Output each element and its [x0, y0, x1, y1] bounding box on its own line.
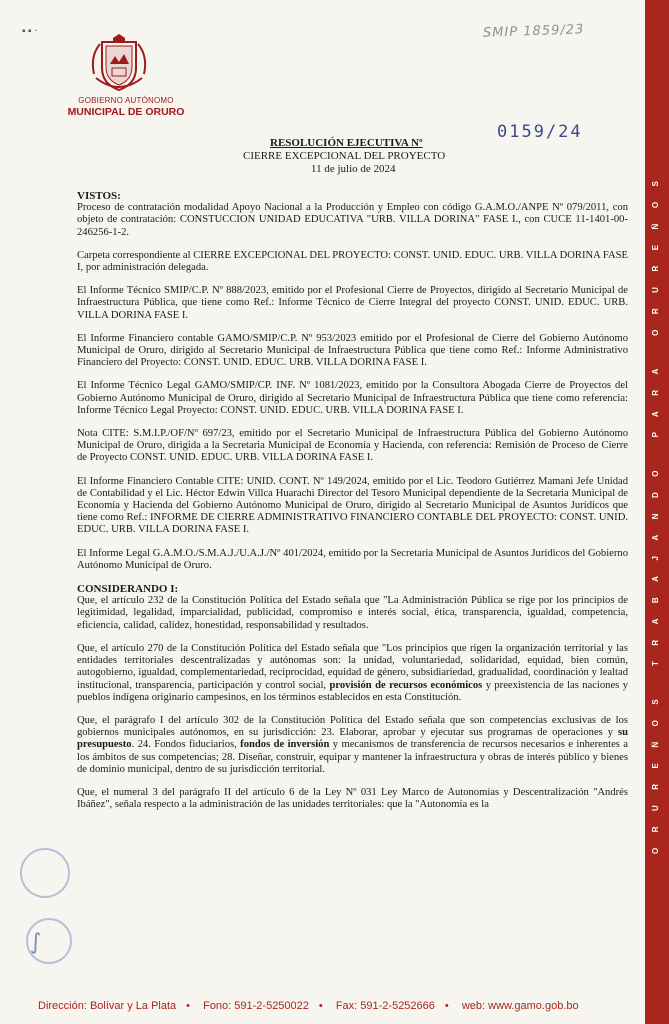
handwritten-initial-signature: ∫ [30, 930, 42, 955]
vistos-heading: VISTOS: [77, 190, 121, 202]
considerando-paragraph-2: Que, el artículo 270 de la Constitución Política del Estado señala que "Los principios que rigen la organización territorial y las entidades territoriales descentralizadas y autónomas son: la unidad, voluntariedad, solidaridad, equidad, bien común, autogobierno, igualdad, complementariedad, reciprocidad, equidad de género, subsidiariedad, gradualidad, coordinación y lealtad institucional, transparencia, participación y control social, provisión de recursos económicos y preexistencia de las naciones y pueblos indígena originario campesinos, en los términos establecidos en esta Constitución. [77, 642, 628, 703]
document-body [77, 190, 628, 822]
resolution-number-stamp: 0159/24 [497, 122, 583, 142]
vistos-paragraph: El Informe Financiero Contable CITE: UNID. CONT. Nº 149/2024, emitido por el Lic. Teodoro Gutiérrez Mamani Jefe Unidad de Contabilidad y el Lic. Héctor Edwin Villca Huarachi Director del Tesoro Municipal dependiente de la Secretaria Municipal de Economía y Hacienda del Gobierno Autónomo Municipal de Oruro, dirigido al Secretario Municipal de Asuntos Jurídicos que tiene como Ref.: INFORME DE CIERRE ADMINISTRATIVO FINANCIERO CONTABLE DEL PROYECTO: CONST. UNID. EDUC. URB. VILLA DORINA FASE I. [77, 475, 628, 536]
footer-phone: Fono: 591-2-5250022 [203, 1000, 309, 1012]
org-name-line2: MUNICIPAL DE ORURO [67, 106, 185, 118]
resolution-subject: CIERRE EXCEPCIONAL DEL PROYECTO [243, 150, 446, 162]
vistos-paragraph: El Informe Técnico SMIP/C.P. Nº 888/2023, emitido por el Profesional Cierre de Proyectos, dirigido al Secretario Municipal de Infraestructura Pública, que tiene como Ref.: Informe Técnico de Cierre Integral del proyecto CONST. UNID. EDUC. URB. VILLA DORINA FASE I. [77, 285, 628, 321]
considerando-paragraph-1: Que, el artículo 232 de la Constitución Política del Estado señala que "La Administración Pública se rige por los principios de legitimidad, legalidad, imparcialidad, publicidad, compromiso e interés social, ética, transparencia, igualdad, competencia, eficiencia, calidad, calidez, honestidad, responsabilidad y resultados. [77, 595, 628, 631]
resolution-title: RESOLUCIÓN EJECUTIVA Nº [270, 137, 423, 149]
footer-address: Dirección: Bolívar y La Plata [38, 1000, 177, 1012]
sidebar-slogan: ORUREÑOS TRABAJANDO PARA ORUREÑOS [651, 165, 660, 855]
footer-fax: Fax: 591-2-5252666 [335, 1000, 435, 1012]
official-seal-stamp [20, 848, 70, 898]
vistos-paragraph: El Informe Técnico Legal GAMO/SMIP/CP. INF. Nº 1081/2023, emitido por la Consultora Abogada Cierre de Proyectos del Gobierno Autónomo Municipal de Oruro, dirigido al Secretario Municipal de Infraestructura Pública que tiene como referencia: Informe Técnico Legal Proyecto: CONST. UNID. EDUC. URB. VILLA DORINA FASE I. [77, 380, 628, 416]
municipal-coat-of-arms-icon [88, 34, 150, 96]
vistos-paragraph: Nota CITE: S.M.I.P./OF/Nº 697/23, emitido por el Secretario Municipal de Infraestructura Pública del Gobierno Autónomo Municipal de Oruro, dirigida a la Secretaria Municipal de Economía y Hacienda, con referencia: Remisión de Proceso de Cierre de Proyecto CONST. UNID. EDUC. URB. VILLA DORINA FASE I. [77, 428, 628, 464]
corner-marks: ▪ ▪ · [22, 26, 38, 37]
considerando-heading: CONSIDERANDO I: [77, 583, 179, 596]
org-name-line1: GOBIERNO AUTÓNOMO [78, 96, 174, 105]
vistos-paragraph: El Informe Financiero contable GAMO/SMIP/C.P. Nº 953/2023 emitido por el Profesional de Cierre del Gobierno Autónomo Municipal de Oruro, dirigido al Secretario Municipal de Infraestructura Pública que tiene como Ref.: Informe Administrativo Financiero del Proyecto: CONST. UNID. EDUC. URB. VILLA DORINA FASE I. [77, 332, 628, 369]
handwritten-reference: SMIP 1859/23 [482, 22, 585, 41]
vistos-paragraph: Proceso de contratación modalidad Apoyo Nacional a la Producción y Empleo con código G.A.M.O./ANPE Nº 079/2011, con objeto de contratación: CONSTUCCION UNIDAD EDUCATIVA "URB. VILLA DORINA" FASE I., con CUCE 11-1401-00-246256-1-2. [77, 202, 628, 238]
vistos-paragraph: El Informe Legal G.A.M.O./S.M.A.J./U.A.J./Nº 401/2024, emitido por la Secretaria Municipal de Asuntos Jurídicos del Gobierno Autónomo Municipal de Oruro. [77, 547, 628, 571]
resolution-date: 11 de julio de 2024 [311, 163, 396, 175]
footer-contact: Dirección: Bolívar y La Plata • Fono: 591-2-5250022 • Fax: 591-2-5252666 • web: www.gamo.gob.bo [38, 1000, 579, 1012]
vistos-paragraph: Carpeta correspondiente al CIERRE EXCEPCIONAL DEL PROYECTO: CONST. UNID. EDUC. URB. VILLA DORINA FASE I, por administración delegada. [77, 249, 628, 274]
footer-web: web: www.gamo.gob.bo [461, 1000, 579, 1012]
considerando-paragraph-3: Que, el parágrafo I del artículo 302 de la Constitución Política del Estado señala que son competencias exclusivas de los gobiernos municipales autónomos, en su jurisdicción: 23. Elaborar, aprobar y ejecutar sus programas de operaciones y su presupuesto. 24. Fondos fiduciarios, fondos de inversión y mecanismos de transferencia de recursos necesarios e inherentes a los ámbitos de sus competencias; 28. Diseñar, construir, equipar y mantener la infraestructura y obras de interés público y bienes de dominio municipal, dentro de su jurisdicción territorial. [77, 714, 628, 775]
considerando-paragraph-4: Que, el numeral 3 del parágrafo II del artículo 6 de la Ley Nº 031 Ley Marco de Autonomías y Descentralización "Andrés Ibáñez", señala respecto a la administración de las unidades territoriales: que la "Autonomía es la [77, 786, 628, 811]
